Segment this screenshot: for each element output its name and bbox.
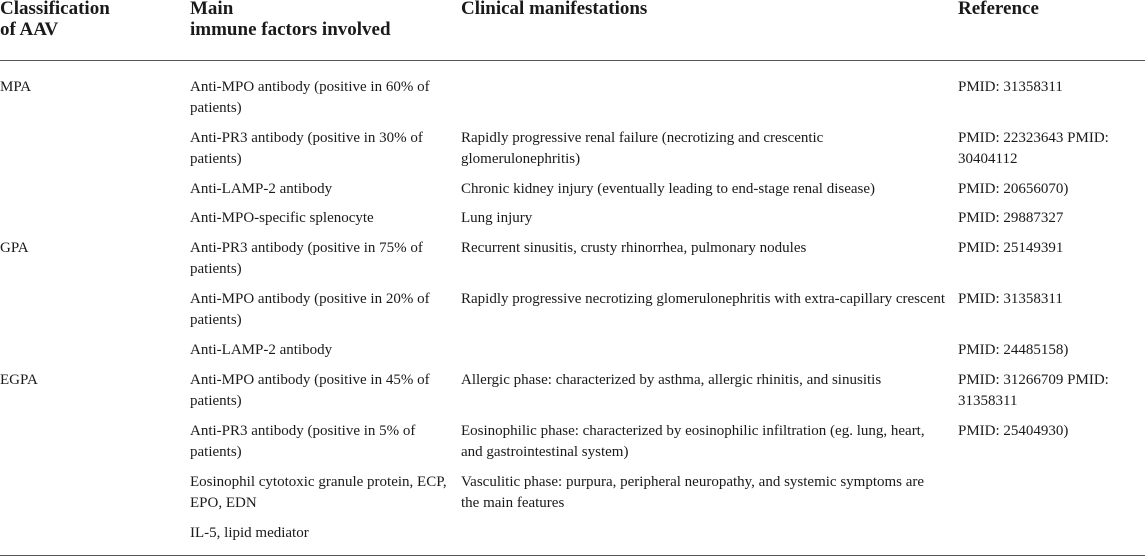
row-7-reference: PMID: 31266709 PMID: 31358311 <box>958 372 1109 409</box>
row-5-clinical: Rapidly progressive necrotizing glomerulonephritis with extra-capillary crescent <box>461 291 946 307</box>
row-3-clinical: Lung injury <box>461 210 533 226</box>
row-0-immune: Anti-MPO antibody (positive in 60% of patients) <box>190 79 430 116</box>
row-8-reference: PMID: 25404930) <box>958 423 1069 439</box>
row-4-immune: Anti-PR3 antibody (positive in 75% of patients) <box>190 240 423 277</box>
row-3-immune: Anti-MPO-specific splenocyte <box>190 210 374 226</box>
row-9-clinical: Vasculitic phase: purpura, peripheral neuropathy, and systemic symptoms are the main features <box>461 474 925 511</box>
row-3-reference: PMID: 29887327 <box>958 210 1064 226</box>
row-8-immune: Anti-PR3 antibody (positive in 5% of patients) <box>190 423 416 460</box>
table-header <box>0 0 1145 61</box>
row-7-clinical: Allergic phase: characterized by asthma, allergic rhinitis, and sinusitis <box>461 372 882 388</box>
row-4-reference: PMID: 25149391 <box>958 240 1064 256</box>
row-2-reference: PMID: 20656070) <box>958 181 1069 197</box>
row-0-reference: PMID: 31358311 <box>958 79 1063 95</box>
row-7-immune: Anti-MPO antibody (positive in 45% of patients) <box>190 372 430 409</box>
row-10-immune: IL-5, lipid mediator <box>190 525 309 541</box>
row-1-reference: PMID: 22323643 PMID: 30404112 <box>958 130 1109 167</box>
row-6-immune: Anti-LAMP-2 antibody <box>190 342 333 358</box>
table-bottom-rule <box>0 555 1145 556</box>
row-0-classification: MPA <box>0 79 32 95</box>
row-1-clinical: Rapidly progressive renal failure (necrotizing and crescentic glomerulonephritis) <box>461 130 824 167</box>
row-4-clinical: Recurrent sinusitis, crusty rhinorrhea, pulmonary nodules <box>461 240 807 256</box>
row-9-immune: Eosinophil cytotoxic granule protein, ECP, EPO, EDN <box>190 474 447 511</box>
row-8-clinical: Eosinophilic phase: characterized by eosinophilic infiltration (eg. lung, heart, and gastrointestinal system) <box>461 423 925 460</box>
row-5-reference: PMID: 31358311 <box>958 291 1063 307</box>
header-immune-line2: immune factors involved <box>190 19 391 40</box>
row-7-classification: EGPA <box>0 372 38 388</box>
row-2-clinical: Chronic kidney injury (eventually leading to end-stage renal disease) <box>461 181 876 197</box>
row-4-classification: GPA <box>0 240 29 256</box>
header-classification-line1: Classification <box>0 0 110 19</box>
header-immune-factors <box>190 0 450 40</box>
row-1-immune: Anti-PR3 antibody (positive in 30% of patients) <box>190 130 423 167</box>
row-2-immune: Anti-LAMP-2 antibody <box>190 181 333 197</box>
header-immune-line1: Main <box>190 0 234 19</box>
header-reference: Reference <box>958 0 1039 19</box>
header-classification <box>0 0 180 40</box>
row-6-reference: PMID: 24485158) <box>958 342 1069 358</box>
header-classification-line2: of AAV <box>0 19 59 40</box>
row-5-immune: Anti-MPO antibody (positive in 20% of patients) <box>190 291 430 328</box>
header-clinical: Clinical manifestations <box>461 0 648 19</box>
